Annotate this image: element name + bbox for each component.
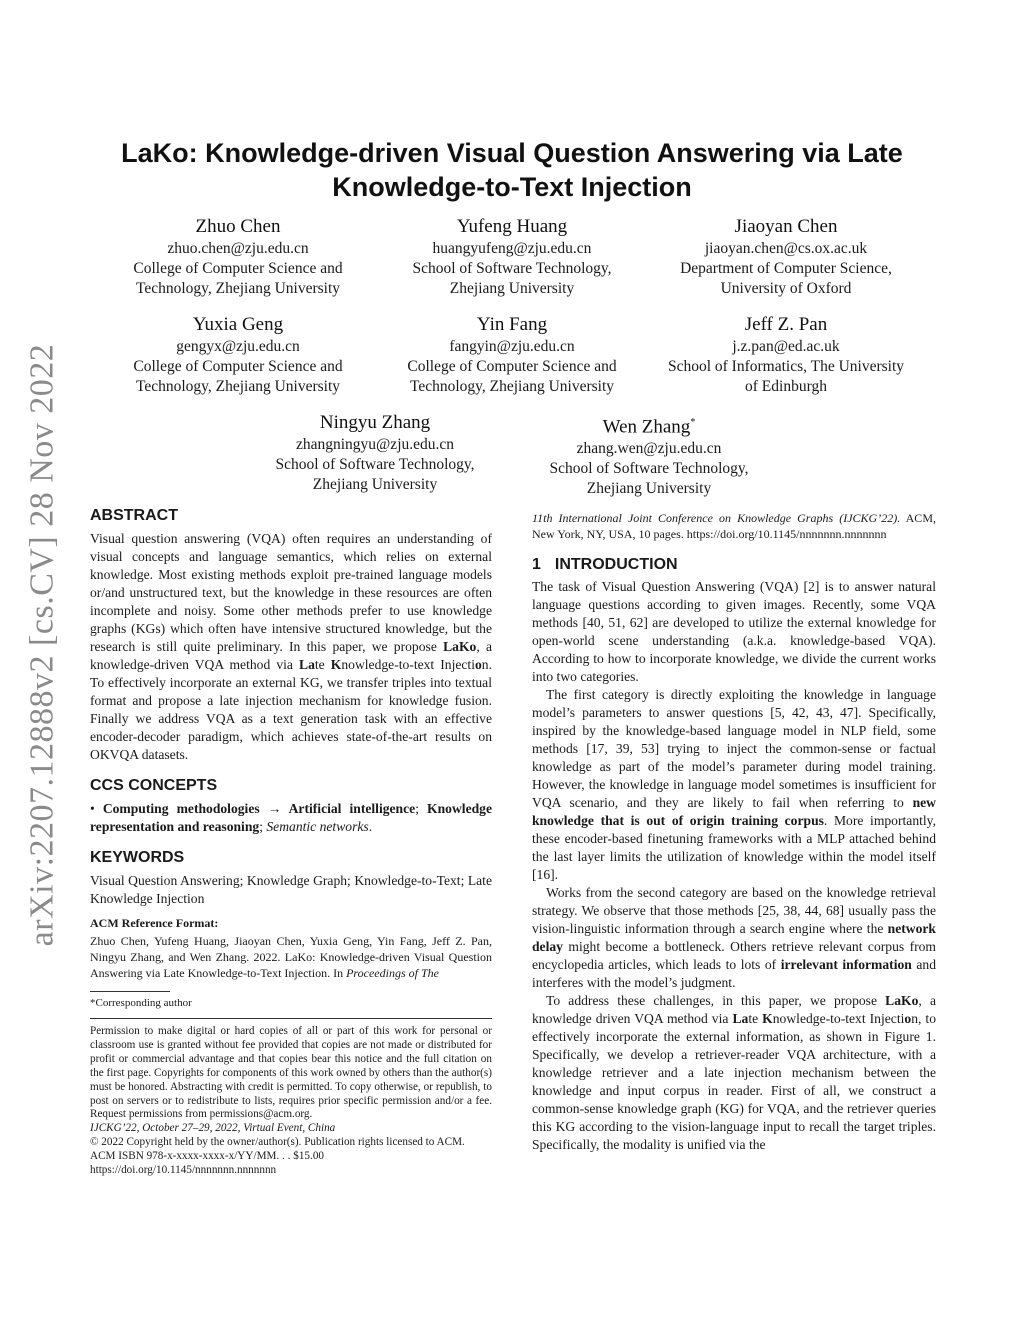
footnote-rule [90,991,170,992]
doi-line: https://doi.org/10.1145/nnnnnnn.nnnnnnn [90,1164,277,1177]
ccs-concept: Artificial intelligence [288,801,416,816]
author-affiliation: School of Software Technology, [412,260,612,277]
author-name: Jiaoyan Chen [734,216,838,237]
ccs-concept: Semantic networks [266,819,369,834]
right-column [532,510,936,1154]
intro-heading [532,556,936,574]
ccs-arrow: → [259,801,289,816]
intro-part: . More importantly, these encoder-based finetuning frameworks with a MLP attached behind the last layer limits the utilization of knowledge within the model itself [16]. [532,813,936,882]
author-block [108,215,368,299]
permission-notice: Permission to make digital or hard copies of all or part of this work for personal or classroom use is granted without fee provided that copies are not made or distributed for profit or commercial advantage and that copies bear this notice and the full citation on the first page. Copyrights for components of this work owned by others than the author(s) must be honored. Abstracting with credit is permitted. To copy otherwise, or republish, to post on servers or to redistribute to lists, requires prior specific permission and/or a fee. Request permissions from permissions@acm.org. [90,1025,492,1121]
intro-part: nowledge-to-text Injecti [772,1011,905,1026]
author-affiliation: School of Informatics, The University [667,358,905,375]
author-name: Yufeng Huang [456,216,568,237]
intro-paragraph [532,992,936,1154]
intro-emphasis: o [904,1011,912,1026]
author-email: zhang.wen@zju.edu.cn [576,440,722,458]
title-line-2: Knowledge-to-Text Injection [332,172,692,202]
intro-emphasis: La [732,1011,749,1026]
author-block [382,313,642,397]
title-line-1: LaKo: Knowledge-driven Visual Question Answering via Late [121,138,903,168]
author-name: Ningyu Zhang [319,412,431,433]
arxiv-id: arXiv:2207.12888v2 [cs.CV] 28 Nov 2022 [23,343,60,947]
author-affiliation: College of Computer Science and [407,358,617,375]
author-email: gengyx@zju.edu.cn [176,338,300,355]
abstract-part: nowledge-to-text Injecti [341,657,475,672]
ccs-sep: ; [415,801,428,816]
author-name: Zhuo Chen [195,216,281,237]
venue-line: IJCKG’22, October 27–29, 2022, Virtual Event, China [90,1122,336,1135]
abstract-part: te [314,657,331,672]
abstract-part: , a knowledge-driven VQA method via [90,639,492,672]
intro-part: n, to effectively incorporate the external information, as shown in Figure 1. Specifically, we develop a retriever-reader VQA architecture, with a knowledge retriever and a late injection mechanism between the knowledge and input corpus in reader. First of all, we construct a common-sense knowledge graph (KG) for VQA, and the retriever queries this KG according to the vision-language input to recall the target triples. Specifically, the modality is unified via the [532,1011,937,1152]
ccs-heading: CCS CONCEPTS [90,777,218,794]
author-block [519,411,779,499]
acm-ref-part: 11th International Joint Conference on Knowledge Graphs (IJCKG’22). [532,511,901,525]
author-name: Jeff Z. Pan [744,314,828,335]
author-affiliation: Technology, Zhejiang University [135,280,341,297]
author-block [656,215,916,299]
ccs-text [90,800,492,836]
ccs-bullet: • [90,801,103,816]
acm-ref-part: Zhuo Chen, Yufeng Huang, Jiaoyan Chen, Yuxia Geng, Yin Fang, Jeff Z. Pan, Ningyu Zhang, and Wen Zhang. 2022. LaKo: Knowledge-driven Visual Question Answering via Late Knowledge-to-Text Injection. In [90,934,492,980]
author-name: Yuxia Geng [192,314,284,335]
intro-paragraph [532,884,936,992]
abstract-bold-letters: K [330,657,342,672]
left-column [90,506,492,1178]
author-block [108,313,368,397]
abstract-bold-letters: o [475,657,482,672]
author-affiliation: School of Software Technology, [275,456,475,473]
paper-title [90,136,934,204]
intro-part: might become a bottleneck. Others retrieve relevant corpus from encyclopedia articles, which leads to lots of [532,939,936,972]
author-email: fangyin@zju.edu.cn [449,338,575,355]
author-name [519,411,779,439]
abstract-bold-letters: La [299,657,315,672]
author-email: j.z.pan@ed.ac.uk [732,338,840,355]
arxiv-sidebar [20,340,64,950]
abstract-heading: ABSTRACT [90,507,178,524]
author-name-text: Wen Zhang [602,416,691,438]
author-affiliation: College of Computer Science and [133,260,343,277]
abstract-part: n. To effectively incorporate an external KG, we transfer triples into textual format and propose a late injection mechanism for knowledge fusion. Finally we address VQA as a text generation task with an effective encoder-decoder paradigm, which achieves state-of-the-art results on OKVQA datasets. [90,657,492,762]
isbn-line: ACM ISBN 978-x-xxxx-xxxx-x/YY/MM. . . $15.00 [90,1150,325,1163]
author-email: huangyufeng@zju.edu.cn [432,240,592,257]
acm-ref-part: ACM, New York, NY, USA, 10 pages. https://doi.org/10.1145/nnnnnnn.nnnnnnn [532,511,936,541]
author-affiliation: College of Computer Science and [133,358,343,375]
ccs-concept: Knowledge representation and reasoning [90,801,492,834]
ccs-end: . [368,819,373,834]
intro-emphasis: LaKo [885,993,919,1008]
intro-part: , a knowledge driven VQA method via [532,993,936,1026]
author-affiliation: Zhejiang University [312,476,438,493]
author-affiliation: of Edinburgh [745,378,827,395]
intro-paragraph [532,686,936,884]
author-block [382,215,642,299]
intro-part: te [748,1011,763,1026]
keywords-heading: KEYWORDS [90,849,185,866]
abstract-part: Visual question answering (VQA) often requires an understanding of visual concepts and language semantics, which relies on external knowledge. Most existing methods exploit pre-trained language models or/and unstructured text, but the knowledge in these resources are often incomplete and noisy. Some other methods prefer to use knowledge graphs (KGs) which often have intensive structured knowledge, but the research is still quite preliminary. In this paper, we propose [90,531,492,654]
intro-emphasis: K [762,1011,773,1026]
acm-ref-heading: ACM Reference Format: [90,916,219,930]
author-affiliation: Technology, Zhejiang University [409,378,615,395]
abstract-method-name: LaKo [443,639,477,654]
author-affiliation: University of Oxford [720,280,852,297]
author-block [646,313,926,397]
keywords-text: Visual Question Answering; Knowledge Graph; Knowledge-to-Text; Late Knowledge Injection [90,873,492,906]
author-affiliation: Zhejiang University [449,280,575,297]
intro-paragraph: The task of Visual Question Answering (VQA) [2] is to answer natural language questions according to given images. Recently, some VQA methods [40, 51, 62] are developed to utilize the external knowledge for open-world scene understanding (a.k.a. knowledge-based VQA). According to how to incorporate knowledge, we divide the current works into two categories. [532,579,936,684]
author-affiliation: Department of Computer Science, [680,260,892,277]
corresponding-footnote: *Corresponding author [90,997,192,1009]
author-block [245,411,505,495]
intro-emphasis: irrelevant information [780,957,912,972]
author-email: zhuo.chen@zju.edu.cn [167,240,309,257]
section-title: INTRODUCTION [554,556,678,573]
author-affiliation: School of Software Technology, [549,460,749,478]
intro-part: To address these challenges, in this paper, we propose [546,993,886,1008]
ccs-concept: Computing methodologies [102,801,260,816]
author-affiliation: Zhejiang University [586,480,712,498]
permission-rule [90,1018,492,1019]
intro-part: The first category is directly exploiting the knowledge in language model’s parameters to answer questions [5, 42, 43, 47]. Specifically, inspired by the knowledge-based language model in NLP field, some methods [17, 39, 53] trying to inject the common-sense or factual knowledge as part of the model’s parameter during model training. However, the knowledge in language model sometimes is insufficient for VQA scenario, and they are likely to fail when referring to [532,687,936,810]
author-name: Yin Fang [476,314,548,335]
acm-ref-text [90,933,492,981]
acm-ref-continuation [532,510,936,542]
intro-part: and interferes with the model’s judgment. [532,957,936,990]
intro-emphasis: new knowledge that is out of origin training corpus [532,795,936,828]
author-affiliation: Technology, Zhejiang University [135,378,341,395]
intro-emphasis: network delay [532,921,936,954]
intro-part: Works from the second category are based on the knowledge retrieval strategy. We observe that those methods [25, 38, 44, 68] usually pass the vision-linguistic information through a search engine where the [532,885,936,936]
acm-ref-part: Proceedings of The [346,966,439,980]
corresponding-marker: * [690,417,696,428]
copyright-line: © 2022 Copyright held by the owner/author(s). Publication rights licensed to ACM. [90,1136,465,1149]
ccs-sep: ; [259,819,267,834]
section-number: 1 [532,556,541,573]
author-email: zhangningyu@zju.edu.cn [295,436,455,453]
author-email: jiaoyan.chen@cs.ox.ac.uk [704,240,868,257]
abstract-text [90,530,492,764]
